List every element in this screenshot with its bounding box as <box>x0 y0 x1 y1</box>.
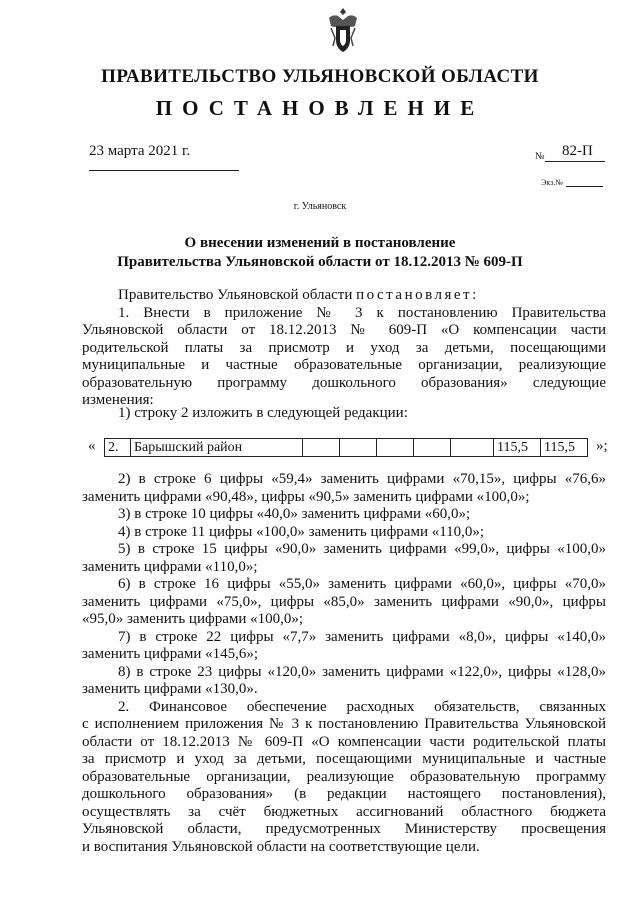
number-label: № <box>535 151 545 162</box>
item-line: 3) в строке 10 цифры «40,0» заменить цифрами «60,0»; <box>118 506 471 522</box>
document-type: ПОСТАНОВЛЕНИЕ <box>155 96 485 120</box>
item-line: 4) в строке 11 цифры «100,0» заменить цифрами «110,0»; <box>118 524 485 540</box>
subject-line-1: О внесении изменений в постановление <box>184 235 456 251</box>
city: г. Ульяновск <box>293 201 347 212</box>
table-close-quote: »; <box>596 438 608 454</box>
date-underline <box>89 170 239 171</box>
item-1: 1) строку 2 изложить в следующей редакции: <box>118 405 408 421</box>
p2-line: 2. Финансовое обеспечение расходных обязательств, связанных <box>118 699 606 715</box>
copy-number-label: Экз.№ <box>541 178 563 187</box>
item-line: заменить цифрами «75,0», цифры «85,0» заменить цифрами «90,0», цифры <box>82 594 606 610</box>
item-line: заменить цифрами «130,0». <box>82 681 258 697</box>
empty-cell <box>377 439 414 457</box>
p1-line: родительской платы за присмотр и уход за детьми, посещающими <box>82 340 606 356</box>
item-line: 2) в строке 6 цифры «59,4» заменить цифрами «70,15», цифры «76,6» <box>118 471 606 487</box>
p2-line: Ульяновской области, предусмотренных Министерству просвещения <box>82 821 606 837</box>
item-line: «95,0» заменить цифрами «100,0»; <box>82 611 304 627</box>
table-open-quote: « <box>88 438 96 454</box>
p2-line: области от 18.12.2013 № 609-П «О компенсации части родительской платы <box>82 734 606 750</box>
row-number: 2. <box>105 439 131 457</box>
government-title: ПРАВИТЕЛЬСТВО УЛЬЯНОВСКОЙ ОБЛАСТИ <box>101 66 539 87</box>
district-table <box>104 438 588 457</box>
p2-line: образовательные организации, реализующие образовательную программу <box>82 769 606 785</box>
p2-line: осуществлять за счёт бюджетных ассигнований областного бюджета <box>82 804 606 820</box>
p1-line: муниципальные и частные образовательные организации, реализующие <box>82 357 606 373</box>
preamble <box>82 287 606 305</box>
preamble-verb: постановляет: <box>356 287 479 303</box>
empty-cell <box>414 439 451 457</box>
document-subject <box>0 234 640 272</box>
value-cell: 115,5 <box>494 439 541 457</box>
district-name: Барышский район <box>131 439 303 457</box>
item-line: заменить цифрами «110,0»; <box>82 559 258 575</box>
item-line: заменить цифрами «145,6»; <box>82 646 259 662</box>
table-row <box>105 439 588 457</box>
value-cell: 115,5 <box>541 439 588 457</box>
empty-cell <box>451 439 494 457</box>
item-line: 7) в строке 22 цифры «7,7» заменить цифрами «8,0», цифры «140,0» <box>118 629 606 645</box>
empty-cell <box>340 439 377 457</box>
coat-of-arms-icon <box>325 6 361 56</box>
p2-line: с исполнением приложения № 3 к постановлению Правительства Ульяновской <box>82 716 606 732</box>
p2-line: дошкольного образования» (в редакции настоящего постановления), <box>82 786 606 802</box>
p1-line: образовательную программу дошкольного образования» следующие <box>82 375 606 391</box>
p1-line: Ульяновской области от 18.12.2013 № 609-П «О компенсации части <box>82 322 606 338</box>
p1-line: 1. Внести в приложение № 3 к постановлению Правительства <box>118 305 606 321</box>
subject-line-2: Правительства Ульяновской области от 18.12.2013 № 609-П <box>117 254 523 270</box>
number-underline <box>545 161 605 162</box>
item-line: 5) в строке 15 цифры «90,0» заменить цифрами «99,0», цифры «100,0» <box>118 541 606 557</box>
document-date: 23 марта 2021 г. <box>89 143 191 159</box>
copy-number-underline <box>566 186 603 187</box>
p2-line: за присмотр и уход за детьми, посещающими муниципальные и частные <box>82 751 606 767</box>
item-line: 6) в строке 16 цифры «55,0» заменить цифрами «60,0», цифры «70,0» <box>118 576 606 592</box>
empty-cell <box>303 439 340 457</box>
document-number: 82-П <box>562 143 593 159</box>
p2-line: и воспитания Ульяновской области на соответствующие цели. <box>82 839 480 855</box>
p1-line: изменения: <box>82 392 154 408</box>
item-line: заменить цифрами «90,48», цифры «90,5» заменить цифрами «100,0»; <box>82 489 530 505</box>
item-line: 8) в строке 23 цифры «120,0» заменить цифрами «122,0», цифры «128,0» <box>118 664 606 680</box>
preamble-text: Правительство Ульяновской области <box>118 287 357 303</box>
